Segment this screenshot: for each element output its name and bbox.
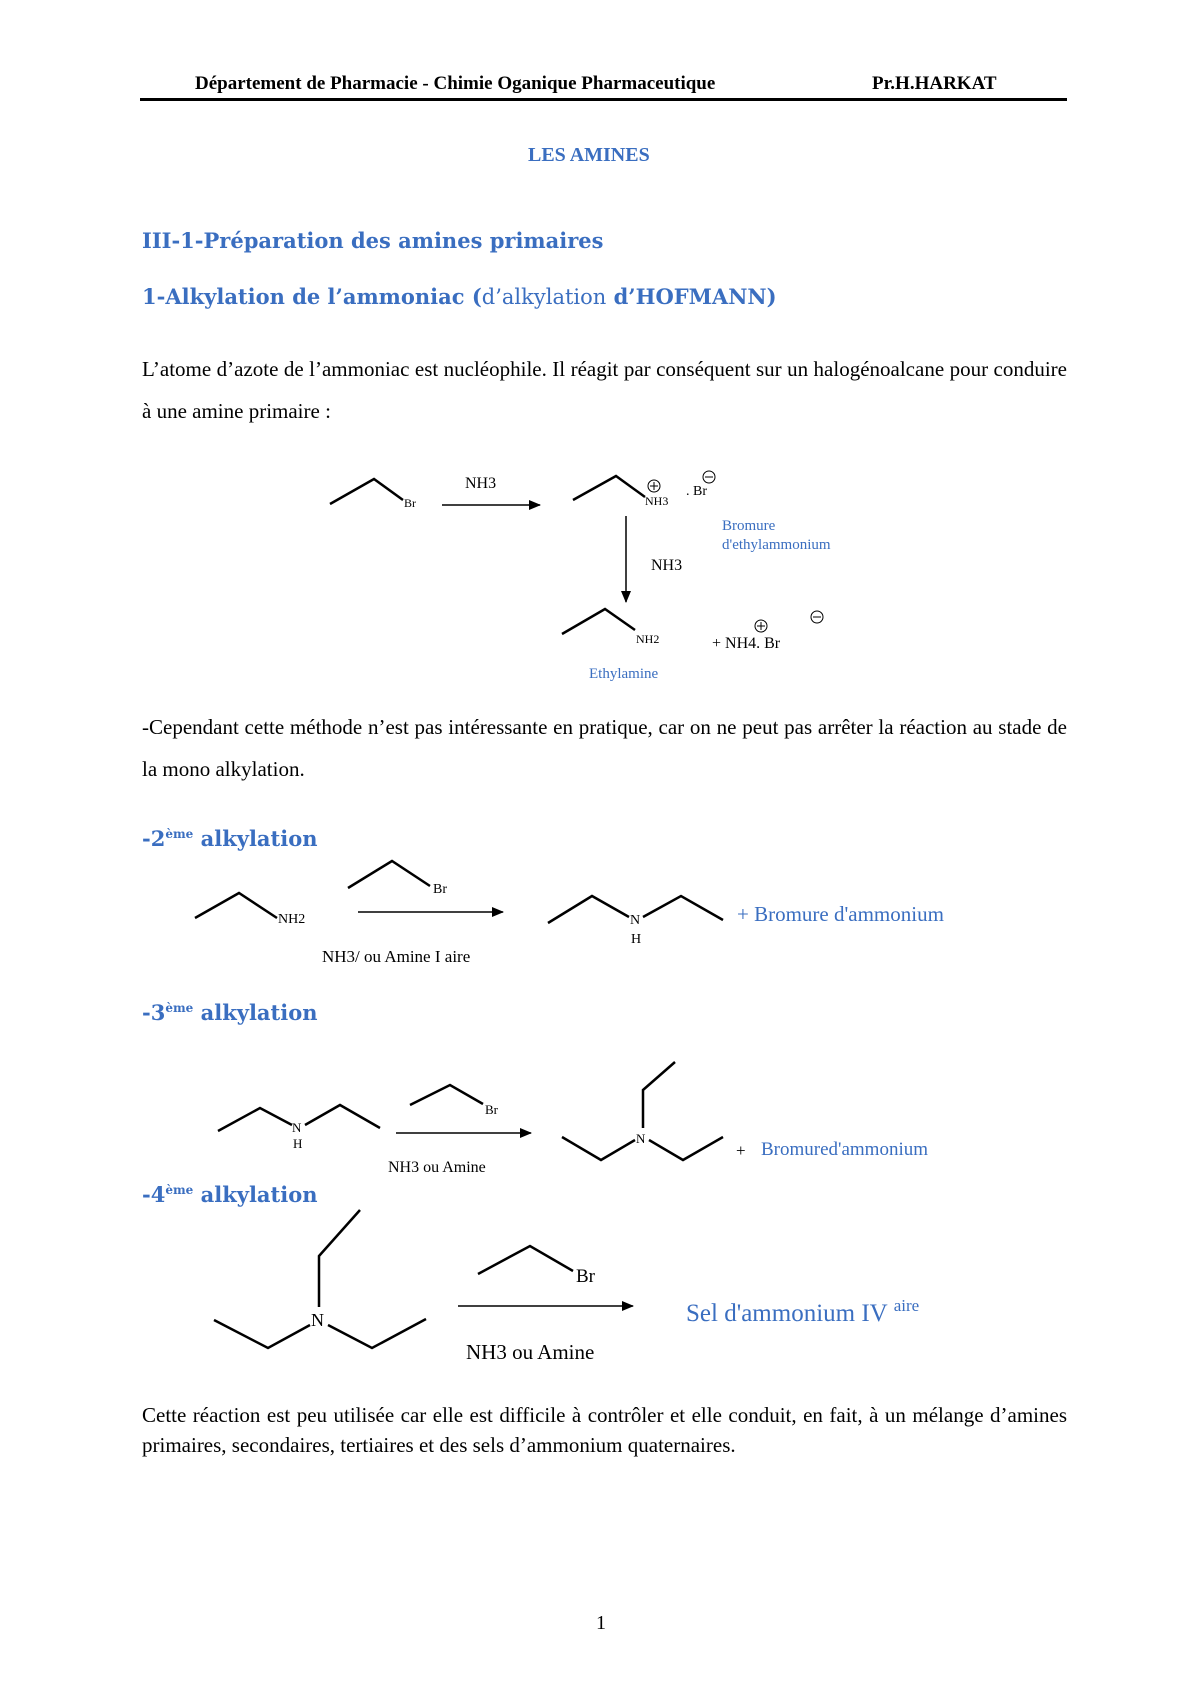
heading-alk3 [142, 1000, 317, 1025]
ethylamine-bonds [562, 609, 635, 634]
n-label-3b: N [636, 1131, 646, 1146]
ethylammonium-bonds [573, 476, 645, 500]
triethylamine-right [649, 1137, 723, 1160]
diethylamine-right-3 [305, 1105, 380, 1128]
header-author: Pr.H.HARKAT [872, 73, 997, 94]
conditions-4: NH3 ou Amine [466, 1340, 595, 1364]
product-4-sup: aire [893, 1296, 920, 1315]
product-3: Bromured'ammonium [761, 1139, 929, 1160]
page-number: 1 [596, 1612, 606, 1634]
alk3-suffix: alkylation [193, 1000, 318, 1025]
heading-alk4 [142, 1182, 317, 1207]
paragraph-intro: L’atome d’azote de l’ammoniac est nucléophile. Il réagit par conséquent sur un halogénoalcane pour conduire à une amine primaire : [142, 357, 1067, 423]
nh3-label: NH3 [645, 494, 669, 508]
br-label-3: Br [485, 1102, 498, 1117]
alk2-prefix: -2 [142, 826, 166, 851]
reagent-nh3-1: NH3 [465, 475, 497, 492]
nh2-label: NH2 [636, 632, 660, 646]
conditions-3: NH3 ou Amine [388, 1159, 486, 1176]
n-label-4: N [311, 1310, 324, 1330]
triethylamine-right-4 [328, 1319, 426, 1348]
h-label-2: H [631, 932, 642, 947]
product-4-text: Sel d'ammonium IV [686, 1300, 888, 1327]
ethyl-bromide-bonds-2 [348, 861, 430, 888]
plus-3: + [736, 1141, 746, 1160]
ethyl-bromide-bonds [330, 479, 403, 504]
reagent-nh3-2: NH3 [651, 557, 683, 574]
dot-br-label: . Br [686, 484, 707, 499]
br-label-4: Br [576, 1266, 595, 1287]
page-title: LES AMINES [528, 144, 650, 166]
triethylamine-top [643, 1062, 675, 1128]
plus-nh4-br: + NH4. Br [712, 635, 781, 652]
paragraph-cependant: -Cependant cette méthode n’est pas intéressante en pratique, car on ne peut pas arrêter la réaction au stade de la mono alkylation. [142, 715, 1067, 781]
diethylamine-bond-right [643, 896, 723, 920]
ethyl-bromide-bonds-3 [410, 1085, 483, 1105]
heading-alk2 [142, 826, 317, 851]
alk3-sup: ème [165, 1001, 194, 1015]
n-label-3: N [292, 1120, 302, 1135]
diethylamine-bond-left [548, 896, 629, 923]
alk3-prefix: -3 [142, 1000, 166, 1025]
alk2-sup: ème [165, 827, 194, 841]
alk4-sup: ème [165, 1183, 194, 1197]
alk4-suffix: alkylation [193, 1182, 318, 1207]
name-ethylammonium: d'ethylammonium [722, 537, 831, 553]
paragraph-conclusion: Cette réaction est peu utilisée car elle est difficile à contrôler et elle conduit, en fait, à un mélange d’amines primaires, secondaires, tertiaires et des sels d’ammonium quaternaires. [142, 1403, 1067, 1457]
triethylamine-top-4 [319, 1210, 360, 1307]
section-heading: III-1-Préparation des amines primaires [142, 228, 604, 253]
name-bromure: Bromure [722, 518, 776, 534]
nh2-label-2: NH2 [278, 912, 306, 927]
product-4 [686, 1296, 919, 1327]
header-left: Département de Pharmacie - Chimie Oganique Pharmaceutique [195, 73, 716, 94]
triethylamine-left-4 [214, 1320, 310, 1348]
n-label-2: N [630, 913, 641, 928]
subsection-part3: d’HOFMANN) [606, 284, 777, 309]
ethyl-bromide-bonds-4 [478, 1246, 573, 1274]
name-ethylamine: Ethylamine [589, 666, 659, 682]
triethylamine-left [562, 1137, 635, 1160]
subsection-part1: 1-Alkylation de l’ammoniac ( [142, 284, 482, 309]
br-label-2: Br [433, 882, 447, 897]
h-label-3: H [293, 1136, 303, 1151]
br-label: Br [404, 496, 416, 510]
alk2-suffix: alkylation [193, 826, 318, 851]
alk4-prefix: -4 [142, 1182, 166, 1207]
diethylamine-left-3 [218, 1108, 292, 1131]
conditions-2: NH3/ ou Amine I aire [322, 947, 471, 966]
product-2: + Bromure d'ammonium [737, 902, 944, 926]
subsection-part2: d’alkylation [481, 285, 607, 309]
ethylamine-bonds-2 [195, 893, 277, 918]
